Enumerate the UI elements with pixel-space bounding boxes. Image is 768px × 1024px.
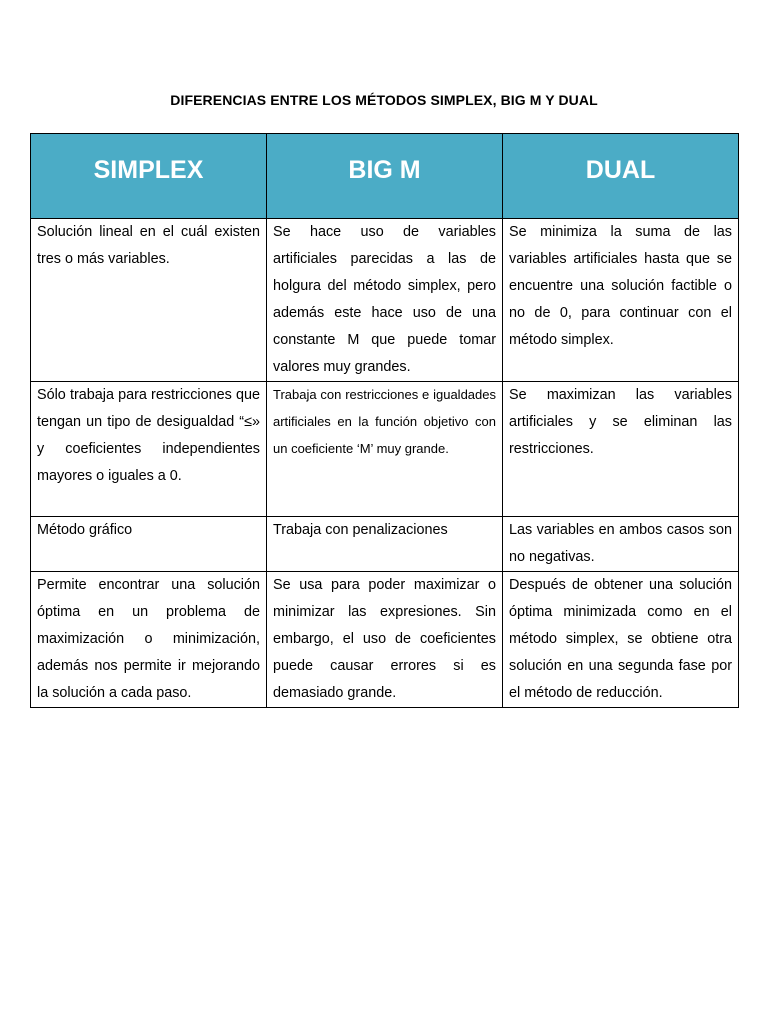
table-header-row (31, 134, 739, 219)
table-cell: Trabaja con penalizaciones (267, 517, 503, 572)
header-dual: DUAL (503, 134, 739, 219)
header-simplex: SIMPLEX (31, 134, 267, 219)
table-cell: Se usa para poder maximizar o minimizar las expresiones. Sin embargo, el uso de coeficientes puede causar errores si es demasiado grande. (267, 572, 503, 708)
table-cell: Sólo trabaja para restricciones que tengan un tipo de desigualdad “≤» y coeficientes independientes mayores o iguales a 0. (31, 382, 267, 517)
table-row (31, 572, 739, 708)
table-row (31, 382, 739, 517)
table-cell: Método gráfico (31, 517, 267, 572)
table-cell: Las variables en ambos casos son no negativas. (503, 517, 739, 572)
table-cell: Se maximizan las variables artificiales y se eliminan las restricciones. (503, 382, 739, 517)
table-cell-text: Trabaja con restricciones e igualdades artificiales en la función objetivo con un coeficiente ‘M’ muy grande. (273, 387, 496, 456)
table-cell: Solución lineal en el cuál existen tres o más variables. (31, 219, 267, 382)
header-big-m: BIG M (267, 134, 503, 219)
page-title: DIFERENCIAS ENTRE LOS MÉTODOS SIMPLEX, BIG M Y DUAL (170, 92, 598, 108)
table-cell: Permite encontrar una solución óptima en un problema de maximización o minimización, además nos permite ir mejorando la solución a cada paso. (31, 572, 267, 708)
table-cell: Después de obtener una solución óptima minimizada como en el método simplex, se obtiene otra solución en una segunda fase por el método de reducción. (503, 572, 739, 708)
table-row (31, 517, 739, 572)
table-row (31, 219, 739, 382)
comparison-table (30, 133, 739, 708)
table-cell: Se hace uso de variables artificiales parecidas a las de holgura del método simplex, pero además este hace uso de una constante M que puede tomar valores muy grandes. (267, 219, 503, 382)
table-cell (267, 382, 503, 517)
table-cell: Se minimiza la suma de las variables artificiales hasta que se encuentre una solución factible o no de 0, para continuar con el método simplex. (503, 219, 739, 382)
